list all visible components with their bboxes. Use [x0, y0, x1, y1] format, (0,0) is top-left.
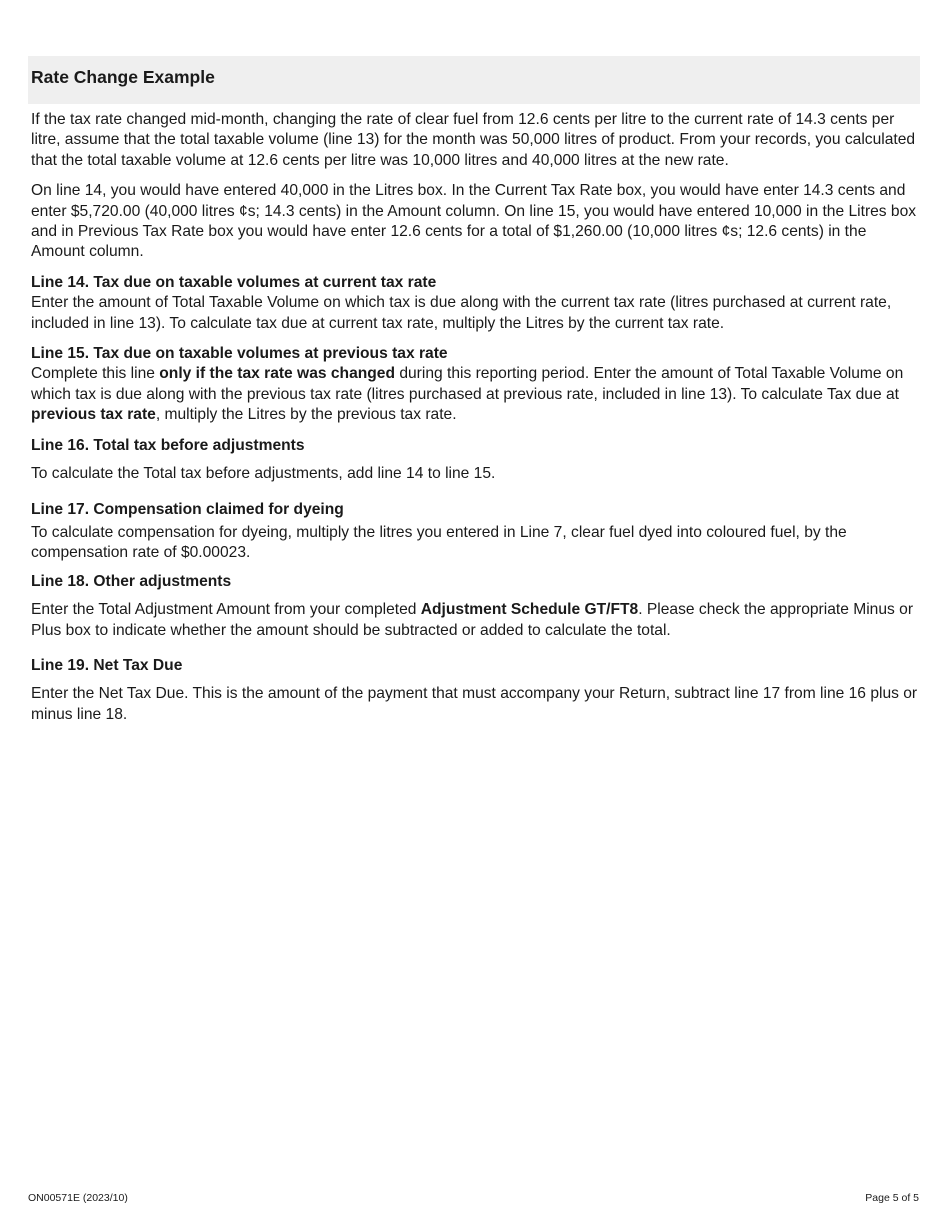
line-14-heading: Line 14. Tax due on taxable volumes at current tax rate — [31, 273, 437, 291]
form-identifier: ON00571E (2023/10) — [28, 1192, 128, 1204]
line-15-emphasis-only-if-changed: only if the tax rate was changed — [159, 365, 395, 383]
line-15-heading: Line 15. Tax due on taxable volumes at previous tax rate — [31, 345, 448, 363]
line-18-text: Enter the Total Adjustment Amount from your completed Adjustment Schedule GT/FT8. Please check the appropriate Minus or Plus box to indicate whether the amount should be subtracted or added to calculate the total. — [31, 601, 914, 639]
line-16-heading: Line 16. Total tax before adjustments — [31, 436, 305, 454]
section-body — [28, 104, 921, 725]
line-17-heading: Line 17. Compensation claimed for dyeing — [31, 500, 344, 518]
line-16-text: To calculate the Total tax before adjustments, add line 14 to line 15. — [31, 465, 496, 483]
page-content — [28, 56, 920, 725]
rate-change-paragraph-1: If the tax rate changed mid-month, changing the rate of clear fuel from 12.6 cents per litre to the current rate of 14.3 cents per litre, assume that the total taxable volume (line 13) for the month was 50,000 litres of product. From your records, you calculated that the total taxable volume at 12.6 cents per litre was 10,000 litres and 40,000 litres at the new rate. — [31, 111, 916, 169]
line-17-text: To calculate compensation for dyeing, multiply the litres you entered in Line 7, clear fuel dyed into coloured fuel, by the compensation rate of $0.00023. — [31, 523, 847, 562]
rate-change-paragraph-2: On line 14, you would have entered 40,000 in the Litres box. In the Current Tax Rate box, you would have enter 14.3 cents and enter $5,720.00 (40,000 litres ¢s; 14.3 cents) in the Amount column. On line 15, you would have entered 10,000 in the Litres box and in Previous Tax Rate box you would have enter 12.6 cents for a total of $1,260.00 (10,000 litres ¢s; 12.6 cents) in the Amount column. — [31, 182, 917, 261]
line-14-text: Enter the amount of Total Taxable Volume on which tax is due along with the current tax rate (litres purchased at current rate, included in line 13). To calculate tax due at current tax rate, multiply the Litres by the current tax rate. — [31, 294, 892, 332]
page-number: Page 5 of 5 — [865, 1192, 919, 1204]
line-18-heading: Line 18. Other adjustments — [31, 572, 232, 590]
line-15-text: Complete this line only if the tax rate was changed during this reporting period. Enter the amount of Total Taxable Volume on which tax is due along with the previous tax rate (litres purchased at previous rate, included in line 13). To calculate Tax due at previous tax rate, multiply the Litres by the previous tax rate. — [31, 365, 904, 424]
adjustment-schedule-reference: Adjustment Schedule GT/FT8 — [420, 601, 639, 619]
section-title: Rate Change Example — [28, 56, 920, 104]
line-15-emphasis-previous-rate: previous tax rate — [31, 406, 156, 424]
line-19-heading: Line 19. Net Tax Due — [31, 656, 183, 674]
line-19-text: Enter the Net Tax Due. This is the amount of the payment that must accompany your Return, subtract line 17 from line 16 plus or minus line 18. — [31, 685, 918, 723]
